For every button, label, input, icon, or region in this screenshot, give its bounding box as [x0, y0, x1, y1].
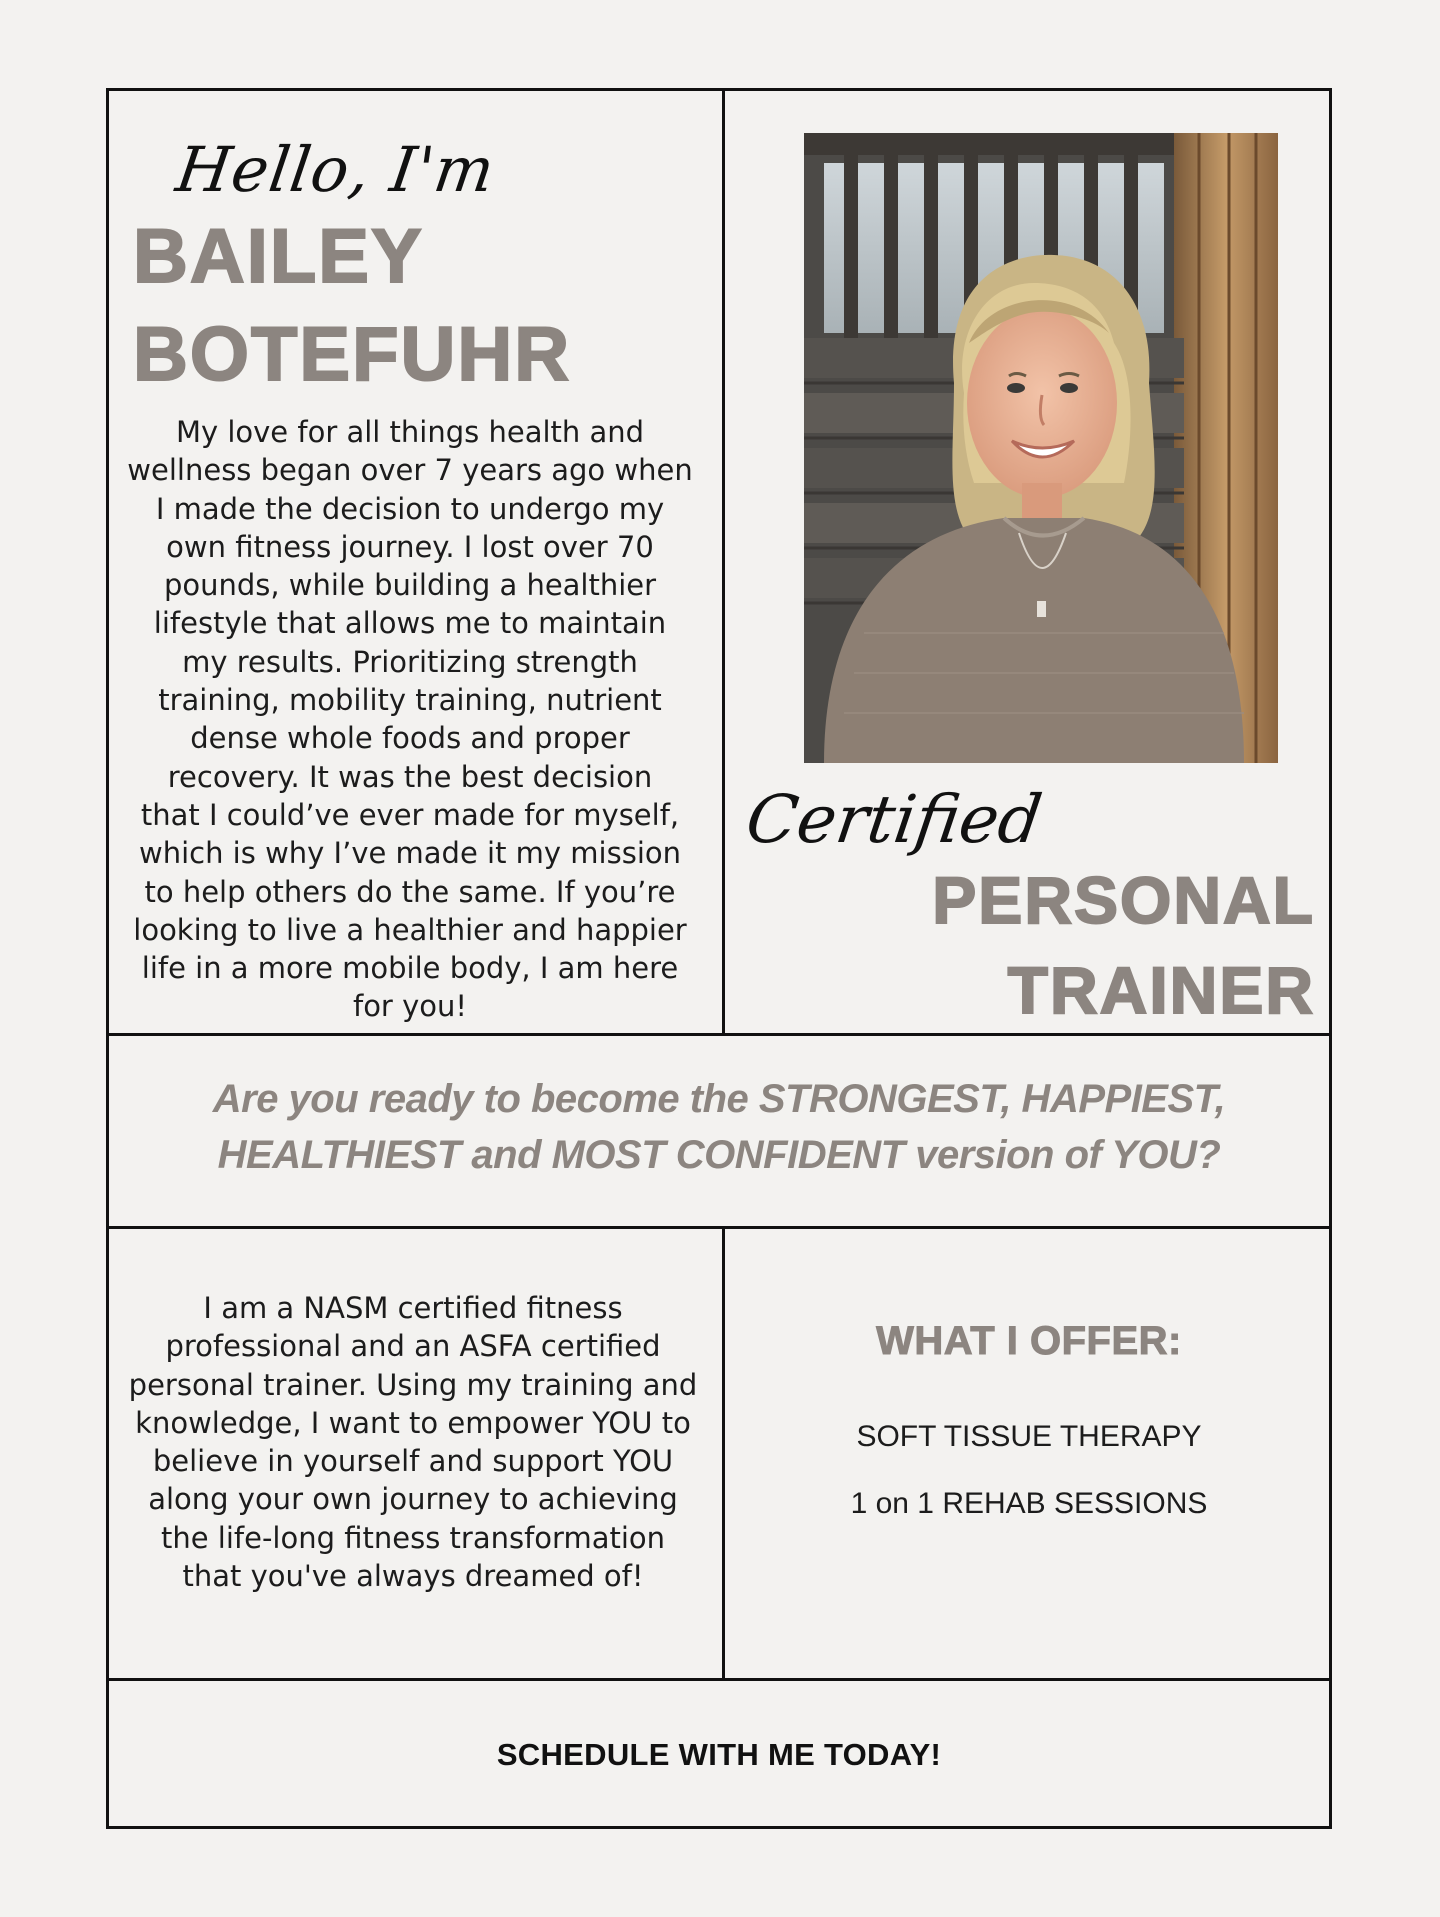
tagline: [109, 1071, 1329, 1183]
bio-line: looking to live a healthier and happier: [133, 912, 687, 947]
offer-item-soft-tissue: SOFT TISSUE THERAPY: [856, 1420, 1202, 1453]
cert-line: along your own journey to achieving: [148, 1482, 678, 1517]
first-name: BAILEY: [133, 214, 424, 299]
bio-line: to help others do the same. If you’re: [144, 874, 676, 909]
role-personal: PERSONAL: [932, 863, 1315, 937]
bio-line: I made the decision to undergo my: [155, 491, 665, 526]
tagline-line: HEALTHIEST and MOST CONFIDENT version of YOU?: [217, 1133, 1221, 1177]
offer-list: [725, 1403, 1333, 1537]
flyer-frame: [106, 88, 1332, 1829]
divider-vertical-top: [722, 91, 725, 1036]
bio-line: lifestyle that allows me to maintain: [153, 606, 667, 641]
trainer-photo: [804, 133, 1278, 763]
bio-line: life in a more mobile body, I am here: [141, 951, 679, 986]
certified-script: Certified: [741, 781, 1047, 858]
role-trainer: TRAINER: [1007, 953, 1315, 1027]
bio-line: that I could’ve ever made for myself,: [140, 797, 680, 832]
bio-line: My love for all things health and: [175, 415, 645, 449]
bio-line: dense whole foods and proper: [190, 721, 630, 756]
bio-line: which is why I’ve made it my mission: [138, 836, 682, 871]
cert-line: professional and an ASFA certified: [165, 1329, 661, 1364]
bio-line: own fitness journey. I lost over 70: [166, 529, 654, 564]
bio-paragraph: [119, 413, 701, 1026]
tagline-line: Are you ready to become the STRONGEST, HAPPIEST,: [212, 1077, 1226, 1121]
greeting: Hello, I'm: [171, 133, 500, 206]
offer-title: WHAT I OFFER:: [876, 1319, 1182, 1363]
cert-line: that you've always dreamed of!: [182, 1559, 644, 1594]
bio-line: training, mobility training, nutrient: [158, 683, 662, 718]
bio-line: wellness began over 7 years ago when: [127, 453, 693, 488]
portrait-illustration: [804, 133, 1278, 763]
divider-horizontal-2: [109, 1226, 1329, 1229]
cert-line: I am a NASM certified fitness: [203, 1291, 623, 1325]
cert-line: knowledge, I want to empower YOU to: [135, 1405, 691, 1440]
offer-item-rehab: 1 on 1 REHAB SESSIONS: [850, 1487, 1208, 1520]
cert-line: the life-long fitness transformation: [160, 1520, 666, 1555]
bio-line: my results. Prioritizing strength: [182, 644, 638, 679]
cert-line: personal trainer. Using my training and: [128, 1367, 698, 1402]
schedule-cta[interactable]: SCHEDULE WITH ME TODAY!: [496, 1737, 942, 1772]
divider-horizontal-1: [109, 1033, 1329, 1036]
certifications-paragraph: [117, 1289, 709, 1595]
last-name: BOTEFUHR: [133, 312, 572, 397]
divider-horizontal-3: [109, 1678, 1329, 1681]
bio-line: pounds, while building a healthier: [163, 568, 657, 603]
bio-line: recovery. It was the best decision: [167, 759, 653, 794]
cert-line: believe in yourself and support YOU: [152, 1444, 674, 1479]
bio-line: for you!: [352, 989, 467, 1024]
